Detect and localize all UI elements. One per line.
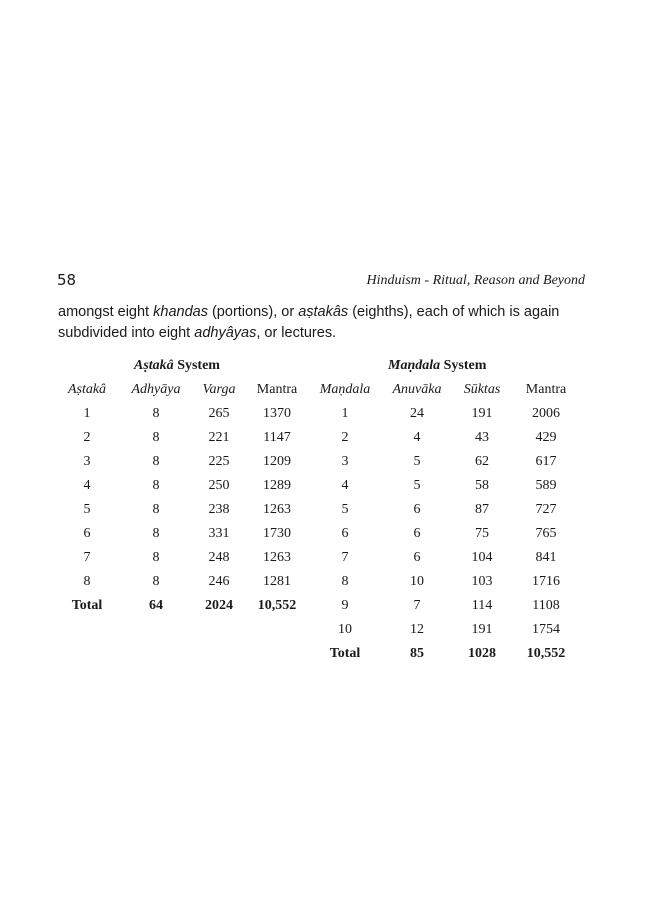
table-cell: 238 bbox=[208, 502, 230, 517]
paragraph-text: (eighths), each of which is again subdivided into eight bbox=[58, 304, 560, 341]
body-paragraph bbox=[58, 302, 603, 344]
table-cell: 2024 bbox=[205, 598, 233, 613]
table-cell: 1263 bbox=[263, 502, 291, 517]
column-header: Aṣtakâ bbox=[67, 382, 107, 397]
table-cell: 727 bbox=[535, 502, 557, 517]
table-cell: 1370 bbox=[263, 406, 291, 421]
table-cell: 24 bbox=[410, 406, 424, 421]
table-cell: 4 bbox=[83, 478, 91, 493]
table-cell: 765 bbox=[535, 526, 557, 541]
table-cell: 225 bbox=[208, 454, 230, 469]
column-header: Anuvāka bbox=[392, 382, 442, 397]
table-cell: 75 bbox=[475, 526, 489, 541]
table-cell: Total bbox=[329, 646, 361, 661]
table-cell: 1108 bbox=[532, 598, 560, 613]
table-cell: 250 bbox=[208, 478, 230, 493]
table-cell: 1028 bbox=[468, 646, 496, 661]
table-cell: 58 bbox=[475, 478, 489, 493]
table-cell: 2 bbox=[341, 430, 349, 445]
mandala-title-label: System bbox=[440, 358, 487, 373]
table-cell: 8 bbox=[83, 574, 91, 589]
paragraph-text: (portions), or bbox=[207, 304, 299, 320]
table-cell: 8 bbox=[152, 526, 160, 541]
mandala-table-title bbox=[388, 358, 486, 374]
table-cell: Total bbox=[71, 598, 103, 613]
table-cell: 8 bbox=[152, 430, 160, 445]
page-number: 58 bbox=[57, 271, 77, 289]
table-cell: 1281 bbox=[263, 574, 291, 589]
paragraph-text: , or lectures. bbox=[256, 325, 337, 341]
paragraph-term-adhyayas: adhyâyas bbox=[194, 325, 257, 341]
column-header: Varga bbox=[202, 382, 236, 397]
table-cell: 191 bbox=[471, 406, 493, 421]
table-cell: 1 bbox=[341, 406, 349, 421]
table-cell: 7 bbox=[413, 598, 421, 613]
table-cell: 4 bbox=[341, 478, 349, 493]
table-cell: 8 bbox=[152, 478, 160, 493]
table-cell: 114 bbox=[471, 598, 493, 613]
table-cell: 841 bbox=[535, 550, 557, 565]
table-cell: 103 bbox=[471, 574, 493, 589]
table-cell: 7 bbox=[83, 550, 91, 565]
column-header: Maṇdala bbox=[319, 382, 371, 397]
table-cell: 2006 bbox=[532, 406, 560, 421]
paragraph-term-khandas: khandas bbox=[153, 304, 208, 320]
table-cell: 9 bbox=[341, 598, 349, 613]
table-cell: 246 bbox=[208, 574, 230, 589]
table-cell: 265 bbox=[208, 406, 230, 421]
astaka-title-term: Aṣtakâ bbox=[134, 358, 174, 373]
table-cell: 8 bbox=[152, 502, 160, 517]
table-cell: 331 bbox=[208, 526, 230, 541]
table-cell: 1716 bbox=[532, 574, 560, 589]
astaka-table-title bbox=[134, 358, 220, 374]
table-cell: 4 bbox=[413, 430, 421, 445]
table-cell: 5 bbox=[83, 502, 91, 517]
table-cell: 8 bbox=[152, 406, 160, 421]
table-cell: 6 bbox=[83, 526, 91, 541]
table-cell: 8 bbox=[152, 550, 160, 565]
table-cell: 8 bbox=[152, 454, 160, 469]
table-cell: 429 bbox=[535, 430, 557, 445]
table-cell: 12 bbox=[410, 622, 424, 637]
table-cell: 3 bbox=[83, 454, 91, 469]
table-cell: 104 bbox=[471, 550, 493, 565]
table-cell: 1209 bbox=[263, 454, 291, 469]
table-cell: 617 bbox=[535, 454, 557, 469]
table-cell: 1754 bbox=[532, 622, 560, 637]
running-header: Hinduism - Ritual, Reason and Beyond bbox=[366, 273, 585, 288]
astaka-title-label: System bbox=[173, 358, 220, 373]
table-cell: 43 bbox=[475, 430, 489, 445]
table-cell: 6 bbox=[413, 526, 421, 541]
table-cell: 6 bbox=[413, 550, 421, 565]
column-header: Mantra bbox=[256, 382, 298, 397]
table-cell: 1147 bbox=[263, 430, 291, 445]
table-cell: 62 bbox=[475, 454, 489, 469]
table-cell: 5 bbox=[413, 478, 421, 493]
table-cell: 589 bbox=[535, 478, 557, 493]
table-cell: 191 bbox=[471, 622, 493, 637]
column-header: Mantra bbox=[525, 382, 567, 397]
table-cell: 8 bbox=[341, 574, 349, 589]
table-cell: 5 bbox=[413, 454, 421, 469]
mandala-title-term: Maṇdala bbox=[388, 358, 441, 373]
column-header: Sūktas bbox=[463, 382, 501, 397]
table-cell: 87 bbox=[475, 502, 489, 517]
paragraph-term-astakas: aṣtakâs bbox=[298, 304, 349, 320]
table-cell: 1263 bbox=[263, 550, 291, 565]
table-cell: 10 bbox=[338, 622, 352, 637]
table-cell: 64 bbox=[149, 598, 163, 613]
table-cell: 7 bbox=[341, 550, 349, 565]
table-cell: 8 bbox=[152, 574, 160, 589]
table-cell: 6 bbox=[341, 526, 349, 541]
table-cell: 1730 bbox=[263, 526, 291, 541]
table-cell: 85 bbox=[410, 646, 424, 661]
table-cell: 6 bbox=[413, 502, 421, 517]
column-header: Adhyāya bbox=[131, 382, 181, 397]
table-cell: 1 bbox=[83, 406, 91, 421]
table-cell: 10,552 bbox=[257, 598, 297, 613]
table-cell: 248 bbox=[208, 550, 230, 565]
table-cell: 1289 bbox=[263, 478, 291, 493]
table-cell: 5 bbox=[341, 502, 349, 517]
table-cell: 10,552 bbox=[526, 646, 566, 661]
table-cell: 221 bbox=[208, 430, 230, 445]
table-cell: 2 bbox=[83, 430, 91, 445]
paragraph-text: amongst eight bbox=[58, 304, 154, 320]
table-cell: 3 bbox=[341, 454, 349, 469]
table-cell: 10 bbox=[410, 574, 424, 589]
